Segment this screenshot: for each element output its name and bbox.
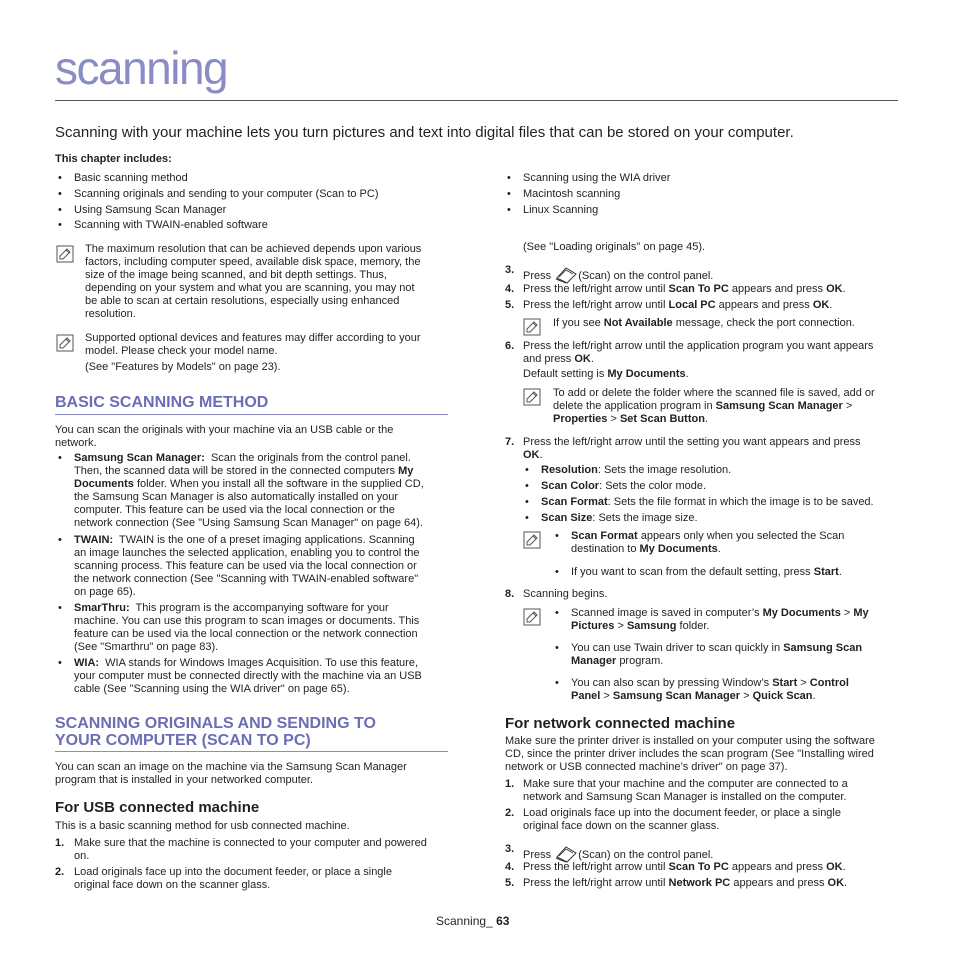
note-icon <box>523 318 541 336</box>
toc-item: Macintosh scanning <box>523 188 621 200</box>
section-divider <box>55 414 448 415</box>
section-heading-scan-to-pc: SCANNING ORIGINALS AND SENDING TO YOUR COMPUTER (SCAN TO PC) <box>55 715 376 749</box>
toc-item: Scanning with TWAIN-enabled software <box>74 219 268 231</box>
note-not-available: If you see Not Available message, check the port connection. <box>553 317 855 329</box>
scan-button-icon <box>554 843 578 863</box>
page-footer: Scanning_ 63 <box>436 914 510 928</box>
title-divider <box>55 100 898 101</box>
note-icon <box>56 245 74 263</box>
intro-text: Scanning with your machine lets you turn pictures and text into digital files that can be stored on your computer. <box>55 124 794 141</box>
note-icon <box>523 388 541 406</box>
subheading-network: For network connected machine <box>505 715 736 732</box>
toc-item: Linux Scanning <box>523 204 599 216</box>
note-icon <box>56 334 74 352</box>
toc-item: Scanning using the WIA driver <box>523 172 671 184</box>
page-title: scanning <box>55 42 228 94</box>
section-divider <box>55 751 448 752</box>
toc-item: Basic scanning method <box>74 172 188 184</box>
section-heading-basic: BASIC SCANNING METHOD <box>55 394 269 411</box>
chapter-includes-label: This chapter includes: <box>55 153 172 165</box>
toc-item: Using Samsung Scan Manager <box>74 204 227 216</box>
subheading-usb: For USB connected machine <box>55 799 260 816</box>
note-icon <box>523 608 541 626</box>
toc-item: Scanning originals and sending to your computer (Scan to PC) <box>74 188 379 200</box>
note-icon <box>523 531 541 549</box>
scan-button-icon <box>554 264 578 284</box>
